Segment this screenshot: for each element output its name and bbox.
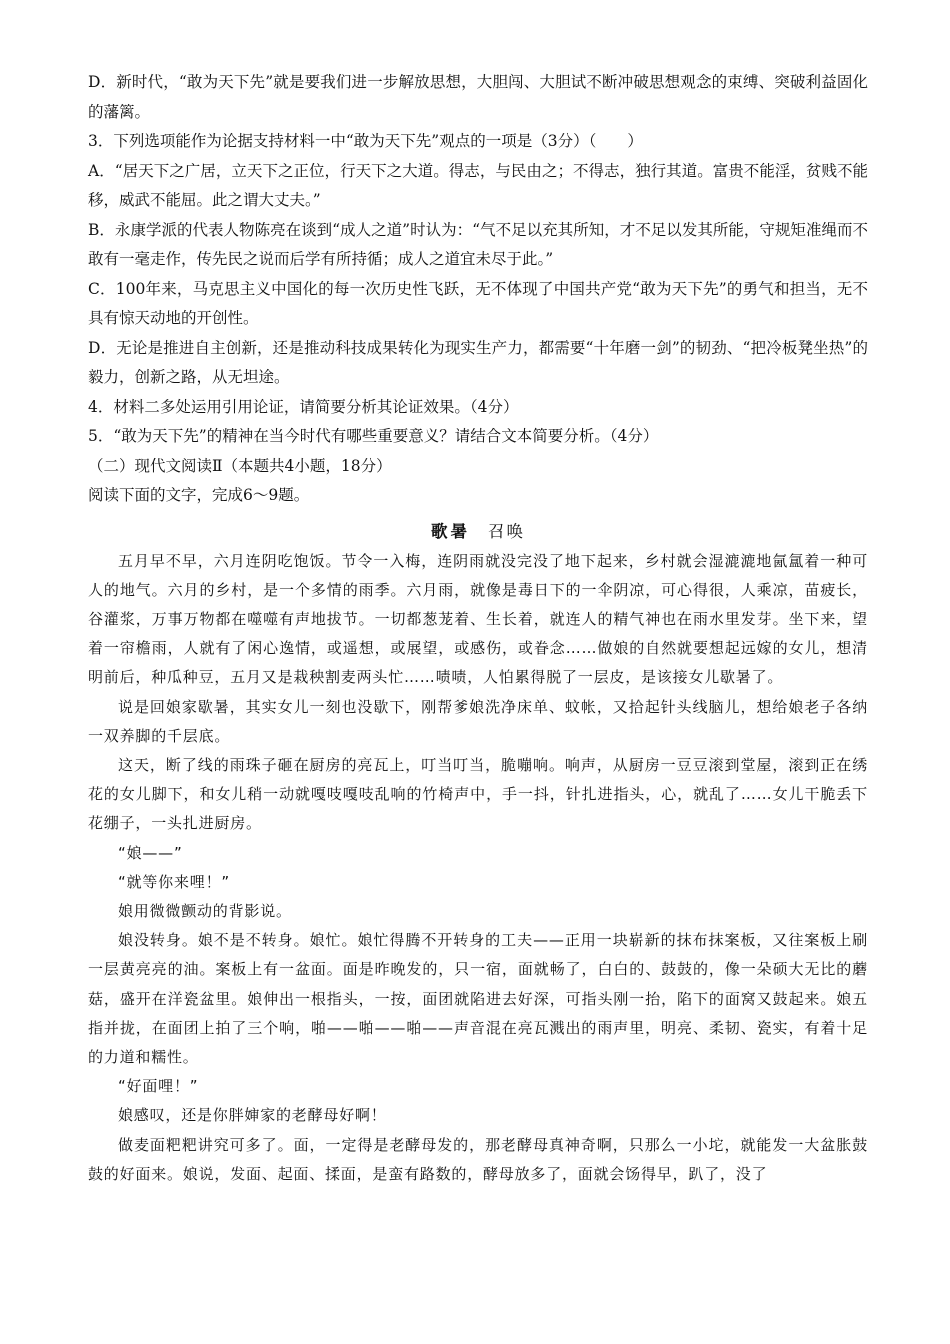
option-c: C．100年来，马克思主义中国化的每一次历史性飞跃，无不体现了中国共产党“敢为天下先”的勇气和担当，无不具有惊天动地的开创性。 xyxy=(88,279,868,327)
option-a: A．“居天下之广居，立天下之正位，行天下之大道。得志，与民由之；不得志，独行其道。富贵不能淫，贫贱不能移，威武不能屈。此之谓大丈夫。” xyxy=(88,161,868,209)
question-section xyxy=(88,68,868,511)
article-paragraph: 五月早不早，六月连阴吃饱饭。节令一入梅，连阴雨就没完没了地下起来，乡村就会湿漉漉地氤氲着一种可人的地气。六月的乡村，是一个多情的雨季。六月雨，就像是毒日下的一伞阴凉，可心得很，人乘凉，苗疲长，谷灌浆，万事万物都在噬噬有声地拔节。一切都葱茏着、生长着，就连人的精气神也在雨水里发芽。坐下来，望着一帘檐雨，人就有了闲心逸情，或遥想，或展望，或感伤，或眷念……做娘的自然就要想起远嫁的女儿，想清明前后，种瓜种豆，五月又是栽秧割麦两头忙……啧啧，人怕累得脱了一层皮，是该接女儿歇暑了。 xyxy=(88,551,868,687)
question-3: 3．下列选项能作为论据支持材料一中“敢为天下先”观点的一项是（3分）（ ） xyxy=(88,132,643,150)
option-b: B．永康学派的代表人物陈亮在谈到“成人之道”时认为：“气不足以充其所知，才不足以发其所能，守规矩准绳而不敢有一毫走作，传先民之说而后学有所持循；成人之道宜未尽于此。” xyxy=(88,220,868,268)
article-body xyxy=(88,547,868,1189)
exam-page xyxy=(88,68,868,1189)
section-heading: （二）现代文阅读Ⅱ（本题共4小题，18分） xyxy=(88,456,392,475)
article-paragraph: “就等你来哩！” xyxy=(118,872,230,891)
question-5: 5．“敢为天下先”的精神在当今时代有哪些重要意义？请结合文本简要分析。（4分） xyxy=(88,427,659,445)
question-4: 4．材料二多处运用引用论证，请简要分析其论证效果。（4分） xyxy=(88,397,519,416)
author-name: 召唤 xyxy=(488,521,525,541)
article-paragraph: 说是回娘家歇暑，其实女儿一刻也没歇下，刚帮爹娘洗净床单、蚊帐，又拾起针头线脑儿，想给娘老子各纳一双养脚的千层底。 xyxy=(88,697,868,745)
article-paragraph: “好面哩！” xyxy=(118,1077,199,1096)
title-text: 歌暑 xyxy=(431,521,470,541)
article-paragraph: 娘没转身。娘不是不转身。娘忙。娘忙得腾不开转身的工夫——正用一块崭新的抹布抹案板，又往案板上刷一层黄亮亮的油。案板上有一盆面。面是昨晚发的，只一宿，面就畅了，白白的、鼓鼓的，像一朵硕大无比的蘑菇，盛开在洋瓷盆里。娘伸出一根指头，一按，面团就陷进去好深，可指头刚一抬，陷下的面窝又鼓起来。娘五指并拢，在面团上拍了三个响，啪——啪——啪——声音混在亮瓦溅出的雨声里，明亮、柔韧、瓷实，有着十足的力道和糯性。 xyxy=(88,931,868,1066)
article-paragraph: 这天，断了线的雨珠子砸在厨房的亮瓦上，叮当叮当，脆嘣响。响声，从厨房一豆豆滚到堂屋，滚到正在绣花的女儿脚下，和女儿稍一动就嘎吱嘎吱乱响的竹椅声中，手一抖，针扎进指头，心，就乱了……女儿干脆丢下花绷子，一头扎进厨房。 xyxy=(88,755,868,833)
article-paragraph: “娘——” xyxy=(118,843,183,862)
option-d: D．无论是推进自主创新，还是推动科技成果转化为现实生产力，都需要“十年磨一剑”的韧劲、“把冷板凳坐热”的毅力，创新之路，从无坦途。 xyxy=(88,338,868,386)
option-d-q2: D．新时代，“敢为天下先”就是要我们进一步解放思想，大胆闯、大胆试不断冲破思想观念的束缚、突破利益固化的藩篱。 xyxy=(88,73,868,121)
article-paragraph: 做麦面粑粑讲究可多了。面，一定得是老酵母发的，那老酵母真神奇啊，只那么一小坨，就能发一大盆胀鼓鼓的好面来。娘说，发面、起面、揉面，是蛮有路数的，酵母放多了，面就会饧得早，趴了，没了 xyxy=(88,1135,868,1183)
article-title xyxy=(88,517,868,547)
reading-instruction: 阅读下面的文字，完成6～9题。 xyxy=(88,486,310,504)
article-paragraph: 娘感叹，还是你胖婶家的老酵母好啊！ xyxy=(118,1106,387,1125)
article-paragraph: 娘用微微颤动的背影说。 xyxy=(118,901,292,920)
